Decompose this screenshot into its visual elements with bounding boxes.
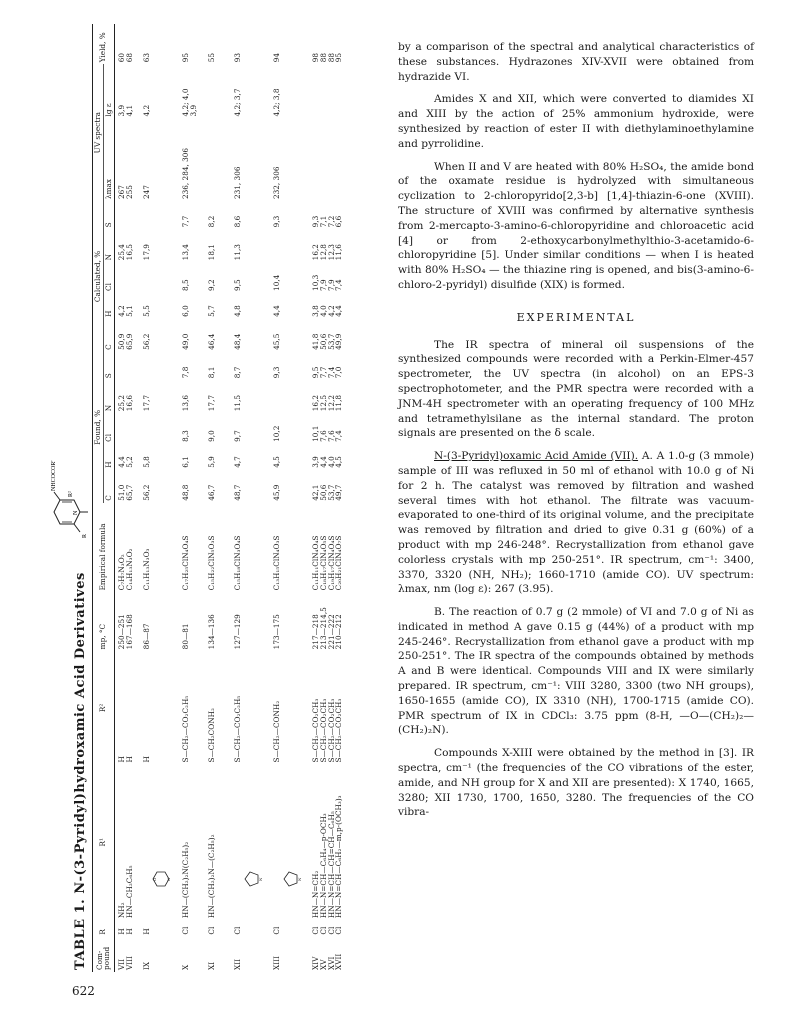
cell-found-s: 8,1 [207, 366, 217, 379]
cell-found-h: 4,4 5,2 [116, 456, 134, 468]
cell-found-h: 6,1 [181, 456, 191, 468]
cell-r: H [142, 928, 152, 935]
header-uv: UV spectra [93, 64, 104, 201]
cell-found-cl: 8,3 [181, 430, 191, 442]
cell-found-s: 9,3 [271, 366, 281, 379]
cell-calc-n: 16,2 12,8 12,3 11,6 [310, 244, 344, 261]
cell-mp: 250—251 167—168 [116, 614, 134, 650]
cell-found-s: 9,5 7,7 7,4 7,0 [310, 366, 344, 379]
cell-compound: XI [207, 961, 217, 970]
cell-r: Cl Cl Cl Cl [310, 926, 344, 935]
cell-calc-s: 8,2 [207, 215, 217, 228]
header-found-s: S [103, 352, 114, 380]
cell-calc-s: 9,3 [271, 215, 281, 228]
table-row [179, 24, 205, 972]
paragraph [398, 449, 754, 597]
cell-found-c: 45,9 [271, 484, 281, 501]
cell-r: Cl [271, 926, 281, 935]
header-yield: Yield, % [93, 24, 115, 64]
header-found-c: C [103, 470, 114, 503]
paragraph: B. The reaction of 0.7 g (2 mmole) of VI and 7.0 g of Ni as indicated in method A gave 0.15 g (44%) of a product with mp 245-246°. Recrystallization from ethanol gave a product with mp 250-251°. The IR spectra of the compounds obtained by methods A and B were identical. Compounds VIII and IX were similarly prepared. IR spectrum, cm⁻¹: VIII 3280, 3300 (two NH groups), 1650-1655 (amide CO), IX 3310 (NH), 1700-1715 (amide CO). PMR spectrum of IX in CDCl₃: 3.75 ppm (8-H, —O—(CH₂)₂—(CH₂)₂N). [398, 606, 754, 737]
header-found-cl: Cl [103, 413, 114, 444]
cell-calc-cl: 9,2 [207, 279, 217, 291]
cell-r2: S—CH₂CONH₂ [207, 708, 217, 763]
pyrrolidine-ring-icon [242, 868, 262, 890]
cell-calc-n: 13,4 [181, 244, 191, 261]
cell-yield: 94 [271, 52, 281, 63]
cell-formula: C₁₁H₁₁ClN₄O₄S C₁₈H₁₇ClN₄O₅S C₁₉H₁₇ClN₄O₄S C₂₀H₂₁ClN₄O₇S [310, 535, 344, 591]
cell-formula: C₁₅H₂₂ClN₅O₃S [207, 535, 217, 591]
cell-lmax: 231, 306 [233, 166, 243, 200]
cell-calc-s: 8,6 [233, 215, 243, 228]
cell-found-h: 4,5 [271, 456, 281, 468]
svg-text:N: N [296, 877, 302, 882]
cell-found-n: 11,5 [233, 394, 243, 412]
header-found-h: H [103, 444, 114, 470]
cell-yield: 98 88 88 95 [310, 52, 344, 63]
cell-r2: S—CH₂—CO₂CH₃ S—CH₂—CO₂CH₃ S—CH₂—CO₂CH₃ S—CH₂—CO₂CH₃ [310, 698, 344, 763]
cell-formula: C₁₅H₁₈ClN₃O₄S [233, 535, 243, 591]
paragraph: Amides X and XII, which were converted to diamides XI and XIII by the action of 25% ammonium hydroxide, were synthesized by reaction of ester II with diethylaminoethylamine and pyrrolidine. [398, 93, 754, 150]
cell-calc-c: 41,8 50,6 53,7 49,9 [310, 333, 344, 350]
cell-r1: HN—(CH₂)₂N—(C₂H₅)₂ [207, 834, 217, 919]
cell-found-cl: 10,2 [271, 425, 281, 442]
cell-r2: H H [116, 756, 134, 763]
cell-yield: 95 [181, 52, 191, 63]
cell-lge: 4,2 [142, 104, 152, 117]
cell-r2: S—CH₂—CONH₂ [271, 700, 281, 763]
cell-found-s [140, 352, 179, 380]
cell-mp: 86—87 [142, 623, 152, 650]
header-r: R [93, 920, 115, 937]
cell-lmax: 267 255 [116, 185, 134, 200]
cell-found-c: 42,1 50,6 53,7 49,7 [310, 484, 344, 501]
header-calc-c: C [103, 319, 114, 352]
page-number: 622 [72, 984, 95, 998]
cell-found-c: 48,7 [233, 484, 243, 501]
cell-yield: 60 68 [116, 52, 134, 63]
table-row [114, 24, 140, 972]
cell-yield: 55 [207, 52, 217, 63]
cell-lge: 4,2; 4,0 3,9 [181, 88, 199, 117]
cell-found-n [270, 380, 309, 413]
cell-found-c: 46,7 [207, 484, 217, 501]
cell-found-n: 17,7 [142, 394, 152, 412]
paragraph: Compounds X-XIII were obtained by the method in [3]. IR spectra, cm⁻¹ (the frequencies of the CO vibrations of the ester, amide, and NH group for X and XII are presented): X 1740, 1665, 3280; XII 1730, 1700, 1650, 3280. The frequencies of the CO vibra- [398, 747, 754, 819]
cell-compound: VII VIII [116, 956, 134, 970]
cell-found-c: 51,0 65,7 [116, 484, 134, 501]
header-calc-h: H [103, 293, 114, 319]
cell-calc-s: 9,3 7,1 7,2 6,6 [310, 215, 344, 228]
cell-calc-c: 45,5 [271, 333, 281, 350]
cell-mp: 80—81 [181, 623, 191, 650]
cell-compound: XIV XV XVI XVII [310, 953, 344, 970]
structure-label-r2: R² [68, 491, 74, 497]
cell-calc-c: 56,2 [142, 333, 152, 350]
cell-lge: 4,2; 3,7 [233, 88, 243, 117]
cell-found-h: 5,9 [207, 456, 217, 468]
cell-lmax [205, 118, 231, 201]
cell-yield: 63 [142, 52, 152, 63]
cell-compound: XIII [271, 956, 281, 970]
cell-found-h: 4,7 [233, 456, 243, 468]
cell-r2: S—CH₂—CO₂C₂H₅ [233, 695, 243, 763]
pyrrolidine-ring-icon [281, 868, 301, 890]
cell-formula: C₁₃H₁₅ClN₄O₃S [271, 535, 281, 591]
header-lge: lg ε [103, 64, 114, 118]
cell-calc-h: 5,5 [142, 305, 152, 317]
cell-calc-h: 4,4 [271, 305, 281, 317]
pyridine-structure-drawing [46, 462, 92, 552]
header-found: Found, % [93, 352, 104, 503]
cell-lmax [309, 118, 349, 201]
cell-calc-c: 49,0 [181, 333, 191, 350]
cell-found-c: 56,2 [142, 484, 152, 501]
cell-found-cl [114, 413, 140, 444]
cell-found-c: 48,8 [181, 484, 191, 501]
subsection-heading: N-(3-Pyridyl)oxamic Acid Amide (VII). [434, 450, 639, 463]
cell-r2: S—CH₂—CO₂C₂H₅ [181, 695, 191, 763]
cell-compound: XII [233, 959, 243, 970]
cell-r1: NH₂ HN—CH₂C₆H₅ [116, 865, 134, 919]
cell-mp: 127—129 [233, 614, 243, 650]
table-row [309, 24, 349, 972]
header-calc-n: N [103, 229, 114, 262]
paragraph: by a comparison of the spectral and analytical characteristics of these substances. Hydrazones XIV-XVII were obtained from hydrazide VI. [398, 41, 754, 83]
cell-calc-c: 48,4 [233, 333, 243, 350]
cell-found-n: 13,6 [181, 394, 191, 412]
cell-r1: HN—(CH₂)₂N(C₂H₅)₂ [181, 841, 191, 919]
cell-mp: 173—175 [271, 614, 281, 650]
cell-calc-n: 11,3 [233, 244, 243, 261]
cell-r1-morpholine-ring [140, 765, 179, 921]
cell-calc-h: 4,8 [233, 305, 243, 317]
cell-r1-pyrrolidine-ring [270, 765, 309, 921]
cell-lge: 4,2; 3,8 [271, 88, 281, 117]
cell-r: Cl [181, 926, 191, 935]
cell-calc-n [270, 229, 309, 262]
cell-calc-cl [140, 262, 179, 293]
cell-lmax: 247 [142, 185, 152, 200]
table-row [231, 24, 270, 972]
svg-text:O: O [152, 878, 158, 882]
cell-lge: 3,9 4,1 [116, 104, 134, 117]
paragraph: When II and V are heated with 80% H₂SO₄, the amide bond of the oxamate residue is hydrolyzed with simultaneous cyclization to 2-chloropyrido[2,3-b] [1,4]-thiazin-6-one (XVIII). The structure of XVIII was confirmed by alternative synthesis from 2-mercapto-3-amino-6-chloropyridine and chloroacetic acid [4] or from 2-ethoxycarbonylmethylthio-3-acetamido-6-chloropyridine [5]. Under similar conditions — when I is heated with 80% H₂SO₄ — the thiazine ring is opened, and bis(3-amino-6-chloro-2-pyridyl) disulfide (XIX) is formed. [398, 160, 754, 291]
morpholine-ring-icon [151, 868, 171, 890]
cell-found-cl: 10,1 7,6 7,6 7,4 [310, 425, 344, 442]
cell-lmax: 232, 306 [271, 166, 281, 200]
cell-r1-pyrrolidine-ring [231, 765, 270, 921]
header-found-n: N [103, 380, 114, 413]
cell-calc-h: 6,0 [181, 305, 191, 317]
cell-formula: C₁₇H₂₅ClN₄O₄S [181, 535, 191, 591]
cell-formula: C₁₁H₁₃N₃O₃ [142, 548, 152, 591]
cell-calc-cl: 9,5 [233, 279, 243, 291]
header-calc-s: S [103, 201, 114, 229]
cell-calc-s [114, 201, 140, 229]
paragraph-body: A. A 1.0-g (3 mmole) sample of III was refluxed in 50 ml of ethanol with 10.0 g of Ni for 2 h. The catalyst was removed by filtration and washed several times with hot ethanol. The filtrate was vacuum-evaporated to one-third of its original volume, and the precipitate was removed by filtration and dried to give 0.31 g (60%) of a product with mp 246-248°. Recrystallization from ethanol gave colorless crystals with mp 250-251°. IR spectrum, cm⁻¹: 3400, 3370, 3320 (NH, NH₂); 1660-1710 (amide CO). UV spectrum: λmax, nm (log ε): 267 (3.95). [398, 450, 754, 596]
cell-yield: 93 [233, 52, 243, 63]
cell-mp: 217—218 213—214,5 221—222 210—212 [310, 607, 344, 650]
cell-calc-n: 18,1 [207, 244, 217, 261]
cell-calc-c: 46,4 [207, 333, 217, 350]
header-r2: R² [93, 651, 115, 764]
cell-found-h: 3,9 4,4 4,0 4,5 [310, 456, 344, 468]
cell-compound: X [181, 964, 191, 970]
table-row [140, 24, 179, 972]
structure-label-nhcocor: NHCOCOR' [51, 460, 57, 491]
cell-found-n: 17,7 [207, 394, 217, 412]
cell-r: Cl [233, 926, 243, 935]
data-table [92, 24, 349, 972]
header-lmax: λmax [103, 118, 114, 201]
cell-calc-h: 5,7 [207, 305, 217, 317]
structure-label-r: R [82, 533, 88, 538]
cell-r: Cl [207, 926, 217, 935]
cell-calc-n: 17,9 [142, 244, 152, 261]
paragraph: The IR spectra of mineral oil suspensions of the synthesized compounds were recorded with a Perkin-Elmer-457 spectrometer, the UV spectra (in alcohol) on an EPS-3 spectrophotometer, and the PMR spectra were recorded with a JNM-4H spectrometer with an operating frequency of 100 MHz and tetramethylsilane as the internal standard. The proton signals are presented on the δ scale. [398, 338, 754, 440]
cell-mp: 134—136 [207, 614, 217, 650]
cell-compound: IX [142, 961, 152, 970]
header-calculated: Calculated, % [93, 201, 104, 352]
cell-calc-s [140, 201, 179, 229]
text-column [398, 40, 754, 828]
header-compound: Com-pound [93, 937, 115, 972]
cell-calc-n: 25,4 16,5 [116, 244, 134, 261]
cell-lmax: 236, 284, 306 [181, 147, 191, 200]
cell-lge [309, 64, 349, 118]
cell-calc-h: 4,2 5,1 [116, 305, 134, 317]
cell-found-n: 25,2 16,6 [116, 394, 134, 412]
cell-found-s: 7,8 [181, 366, 191, 379]
svg-text:N: N [73, 510, 79, 515]
cell-found-cl: 9,7 [233, 430, 243, 442]
table-caption-text: TABLE 1. N-(3-Pyridyl)hydroxamic Acid Derivatives [73, 572, 88, 970]
cell-calc-cl [114, 262, 140, 293]
table-row [205, 24, 231, 972]
svg-text:N: N [166, 877, 172, 882]
table-row [270, 24, 309, 972]
cell-calc-c: 50,9 65,9 [116, 333, 134, 350]
header-calc-cl: Cl [103, 262, 114, 293]
section-heading-experimental: EXPERIMENTAL [516, 310, 636, 324]
rotated-table-region [51, 24, 370, 972]
cell-lge [205, 64, 231, 118]
header-r1: R¹ [93, 765, 115, 921]
svg-text:N: N [258, 877, 264, 882]
cell-found-h: 5,8 [142, 456, 152, 468]
cell-found-s [114, 352, 140, 380]
cell-calc-cl: 10,4 [271, 274, 281, 291]
cell-calc-cl: 8,5 [181, 279, 191, 291]
cell-found-cl: 9,0 [207, 430, 217, 442]
cell-formula: C₇H₇N₃O₂ C₁₄H₁₃N₃O₂ [116, 548, 134, 591]
cell-calc-h: 3,8 4,0 4,2 4,4 [310, 305, 344, 317]
header-formula: Empirical formula [93, 503, 115, 593]
header-mp: mp, °C [93, 592, 115, 651]
cell-calc-cl: 10,3 7,9 7,9 7,4 [310, 274, 344, 291]
cell-r: H H [116, 928, 134, 935]
cell-r1: HN—N=CH₂ HN—N=CH—C₆H₄—p-OCH₃ HN—N=CH—CH=CH—C₆H₅ HN—N=CH—C₆H₂—m,p-(OCH₃)₃ [310, 795, 344, 919]
cell-r2: H [142, 756, 152, 763]
cell-calc-s: 7,7 [181, 215, 191, 228]
table-1 [51, 24, 370, 972]
cell-found-s: 8,7 [233, 366, 243, 379]
cell-found-cl [140, 413, 179, 444]
cell-found-n: 16,2 12,5 12,2 11,8 [310, 394, 344, 412]
